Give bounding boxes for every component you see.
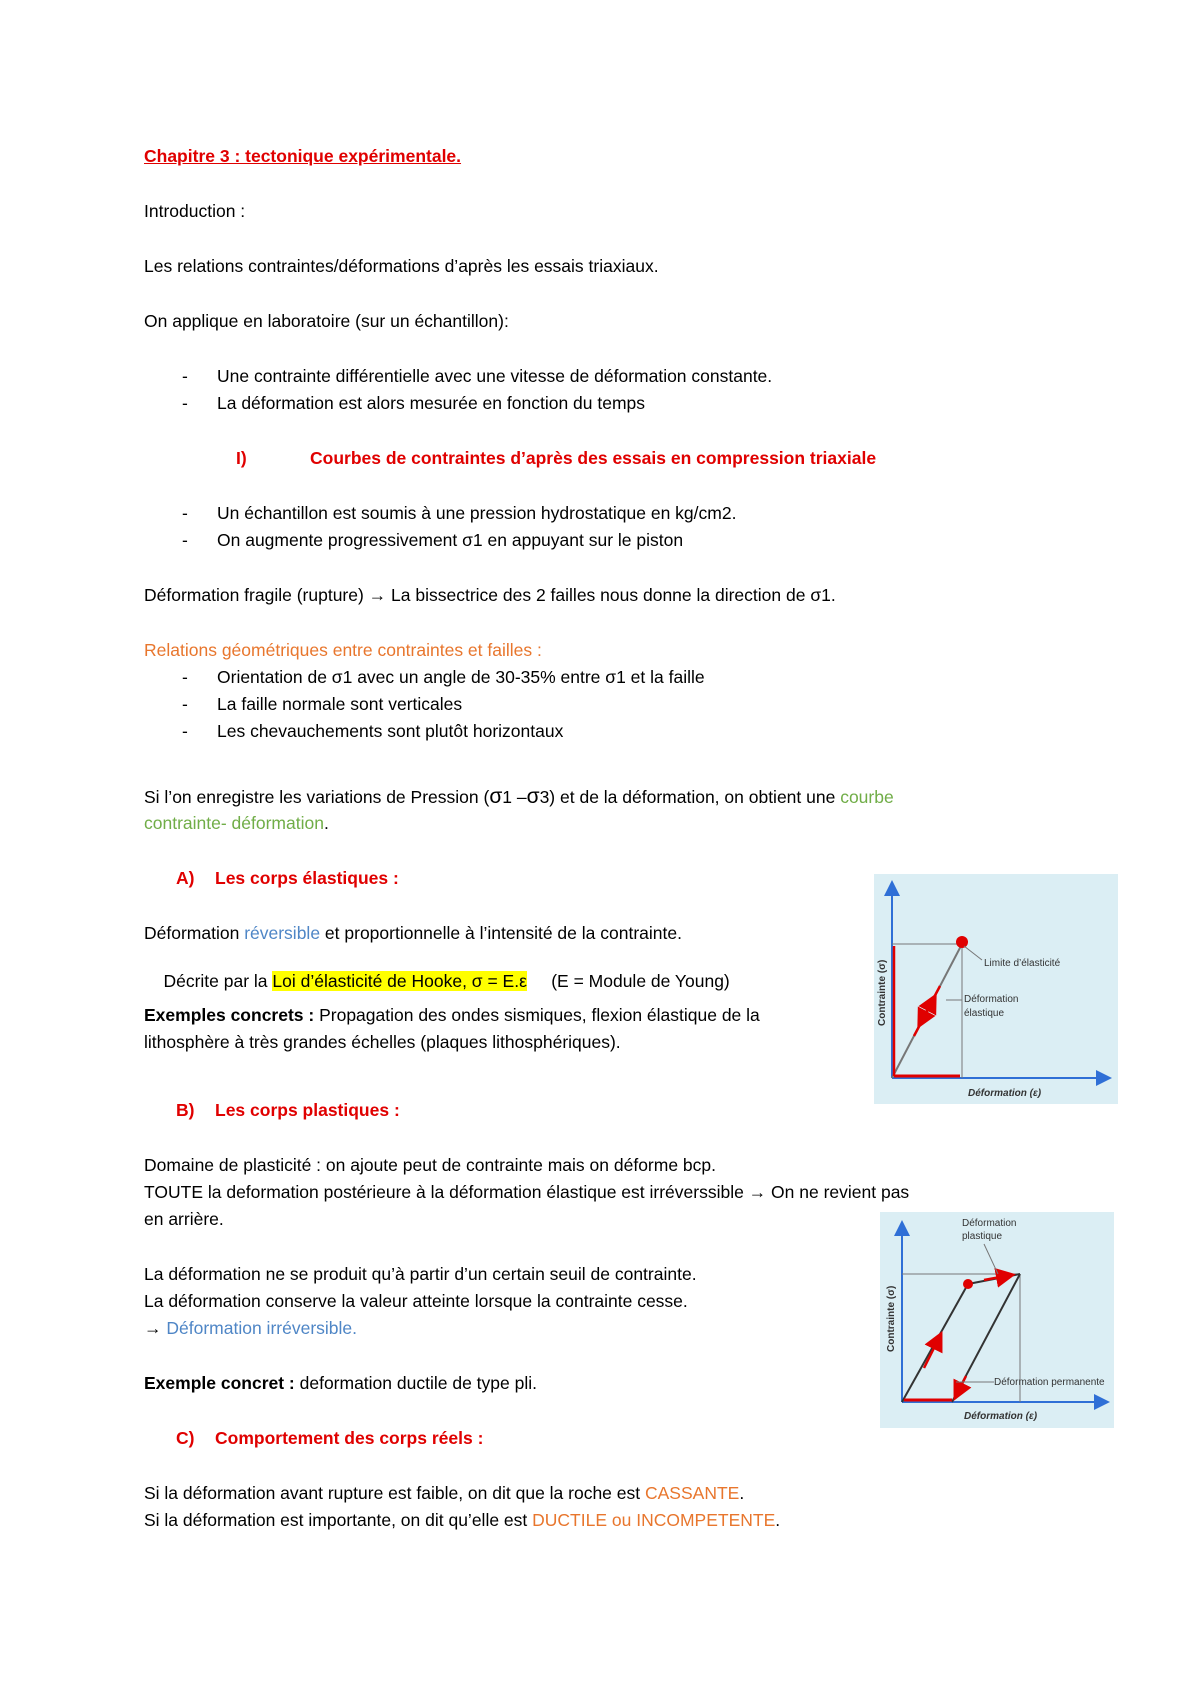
deformation-label: Déformation	[964, 994, 1019, 1005]
plastic-line-4: La déformation ne se produit qu’à partir d’un certain seuil de contrainte.	[144, 1264, 697, 1284]
ductile-term: DUCTILE ou INCOMPETENTE	[532, 1510, 776, 1530]
bullet-dash: -	[182, 667, 188, 687]
elastic-stress-strain-figure	[874, 874, 1118, 1104]
bullet-dash: -	[182, 366, 188, 386]
section-title: Les corps élastiques :	[215, 868, 399, 888]
contrainte-deformation-term: contrainte- déformation	[144, 813, 324, 833]
x-axis-label: Déformation (ε)	[968, 1088, 1042, 1099]
cassante-term: CASSANTE	[645, 1483, 740, 1503]
reel-line-1	[144, 1483, 744, 1504]
text: Propagation des ondes sismiques, flexion élastique de la	[314, 1005, 760, 1025]
courbe-term: courbe	[840, 787, 894, 807]
bullet-dash: -	[182, 694, 188, 714]
section-title: Comportement des corps réels :	[215, 1428, 484, 1448]
section-number: C)	[176, 1428, 195, 1448]
bullet-dash: -	[182, 503, 188, 523]
elastic-limit-label: Limite d’élasticité	[984, 958, 1061, 969]
unload-arrow	[922, 986, 940, 1020]
pression-line-2	[144, 813, 329, 834]
yield-point	[963, 1279, 973, 1289]
elastic-chart	[874, 874, 1118, 1104]
plastic-chart	[880, 1212, 1114, 1428]
plastic-line-3: en arrière.	[144, 1209, 224, 1229]
intro-line-1: Les relations contraintes/déformations d’après les essais triaxiaux.	[144, 256, 659, 276]
leader-line	[964, 946, 982, 960]
list-item: Un échantillon est soumis à une pression hydrostatique en kg/cm2.	[217, 503, 737, 523]
list-item: Orientation de σ1 avec un angle de 30-35% entre σ1 et la faille	[217, 667, 705, 687]
list-item: La déformation est alors mesurée en fonction du temps	[217, 393, 646, 413]
section-number: B)	[176, 1100, 195, 1120]
y-axis-label: Contrainte (σ)	[886, 1285, 897, 1352]
section-number: A)	[176, 868, 195, 888]
chapter-title: Chapitre 3 : tectonique expérimentale.	[144, 146, 462, 166]
section-title: Les corps plastiques :	[215, 1100, 400, 1120]
list-item: La faille normale sont verticales	[217, 694, 463, 714]
text: et proportionnelle à l’intensité de la contrainte.	[320, 923, 682, 943]
elastic-example-line-2: lithosphère à très grandes échelles (plaques lithosphériques).	[144, 1032, 621, 1052]
plastic-line-5: La déformation conserve la valeur atteinte lorsque la contrainte cesse.	[144, 1291, 688, 1311]
text: Si la déformation est importante, on dit qu’elle est	[144, 1510, 533, 1530]
elastic-line-2	[144, 950, 730, 1013]
plastic-line-1: Domaine de plasticité : on ajoute peut de contrainte mais on déforme bcp.	[144, 1155, 717, 1175]
y-axis-label: Contrainte (σ)	[877, 959, 888, 1026]
elastic-limit-point	[956, 936, 968, 948]
plastic-example	[144, 1373, 537, 1394]
plastic-line-6	[144, 1318, 357, 1339]
text: (E = Module de Young)	[526, 971, 730, 991]
pression-text: 3) et de la déformation, on obtient une	[539, 787, 841, 807]
fragile-line: Déformation fragile (rupture) → La bissectrice des 2 failles nous donne la direction de σ1.	[144, 585, 836, 605]
x-axis-label: Déformation (ε)	[964, 1411, 1038, 1422]
example-label: Exemples concrets :	[144, 1005, 315, 1025]
plastic-stress-strain-figure	[880, 1212, 1114, 1428]
plastic-label: Déformation	[962, 1218, 1017, 1229]
elastic-line-1	[144, 923, 682, 944]
list-item: Les chevauchements sont plutôt horizontaux	[217, 721, 564, 741]
intro-line-2: On applique en laboratoire (sur un échantillon):	[144, 311, 509, 331]
text: Déformation	[144, 923, 245, 943]
pression-line-1	[144, 784, 894, 809]
text: deformation ductile de type pli.	[294, 1373, 537, 1393]
pression-text: 1 –	[502, 787, 527, 807]
example-label: Exemple concret :	[144, 1373, 295, 1393]
list-item: On augmente progressivement σ1 en appuyant sur le piston	[217, 530, 684, 550]
sigma-symbol: σ	[489, 785, 503, 808]
intro-label: Introduction :	[144, 201, 246, 221]
section-title: Courbes de contraintes d’après des essais en compression triaxiale	[310, 448, 877, 468]
bullet-dash: -	[182, 393, 188, 413]
pression-text: Si l’on enregistre les variations de Pression (	[144, 787, 490, 807]
permanent-label: Déformation permanente	[994, 1377, 1105, 1388]
bullet-dash: -	[182, 721, 188, 741]
arrow-symbol: →	[144, 1318, 167, 1338]
elastic-branch	[902, 1284, 968, 1402]
reel-line-2	[144, 1510, 780, 1531]
period: .	[775, 1510, 781, 1530]
period: .	[739, 1483, 745, 1503]
text: Si la déformation avant rupture est faible, on dit que la roche est	[144, 1483, 645, 1503]
relations-heading: Relations géométriques entre contraintes et failles :	[144, 640, 542, 660]
sigma-symbol: σ	[526, 785, 540, 808]
plastic-line-2: TOUTE la deformation postérieure à la déformation élastique est irréverssible → On ne revient pas	[144, 1182, 910, 1202]
period: .	[323, 813, 329, 833]
leader-line	[984, 1244, 998, 1274]
list-item: Une contrainte différentielle avec une vitesse de déformation constante.	[217, 366, 773, 386]
elastic-example-line-1	[144, 1005, 760, 1026]
section-number: I)	[236, 448, 247, 468]
unload-arrow	[958, 1376, 966, 1392]
bullet-dash: -	[182, 530, 188, 550]
text: Décrite par la	[163, 971, 273, 991]
hooke-law-highlight: Loi d’élasticité de Hooke, σ = E.ε	[272, 971, 527, 991]
reversible-term: réversible	[244, 923, 321, 943]
plastic-label: plastique	[962, 1231, 1003, 1242]
deformation-label: élastique	[964, 1008, 1005, 1019]
load-arrow	[924, 1340, 938, 1368]
irreversible-term: Déformation irréversible.	[166, 1318, 357, 1338]
